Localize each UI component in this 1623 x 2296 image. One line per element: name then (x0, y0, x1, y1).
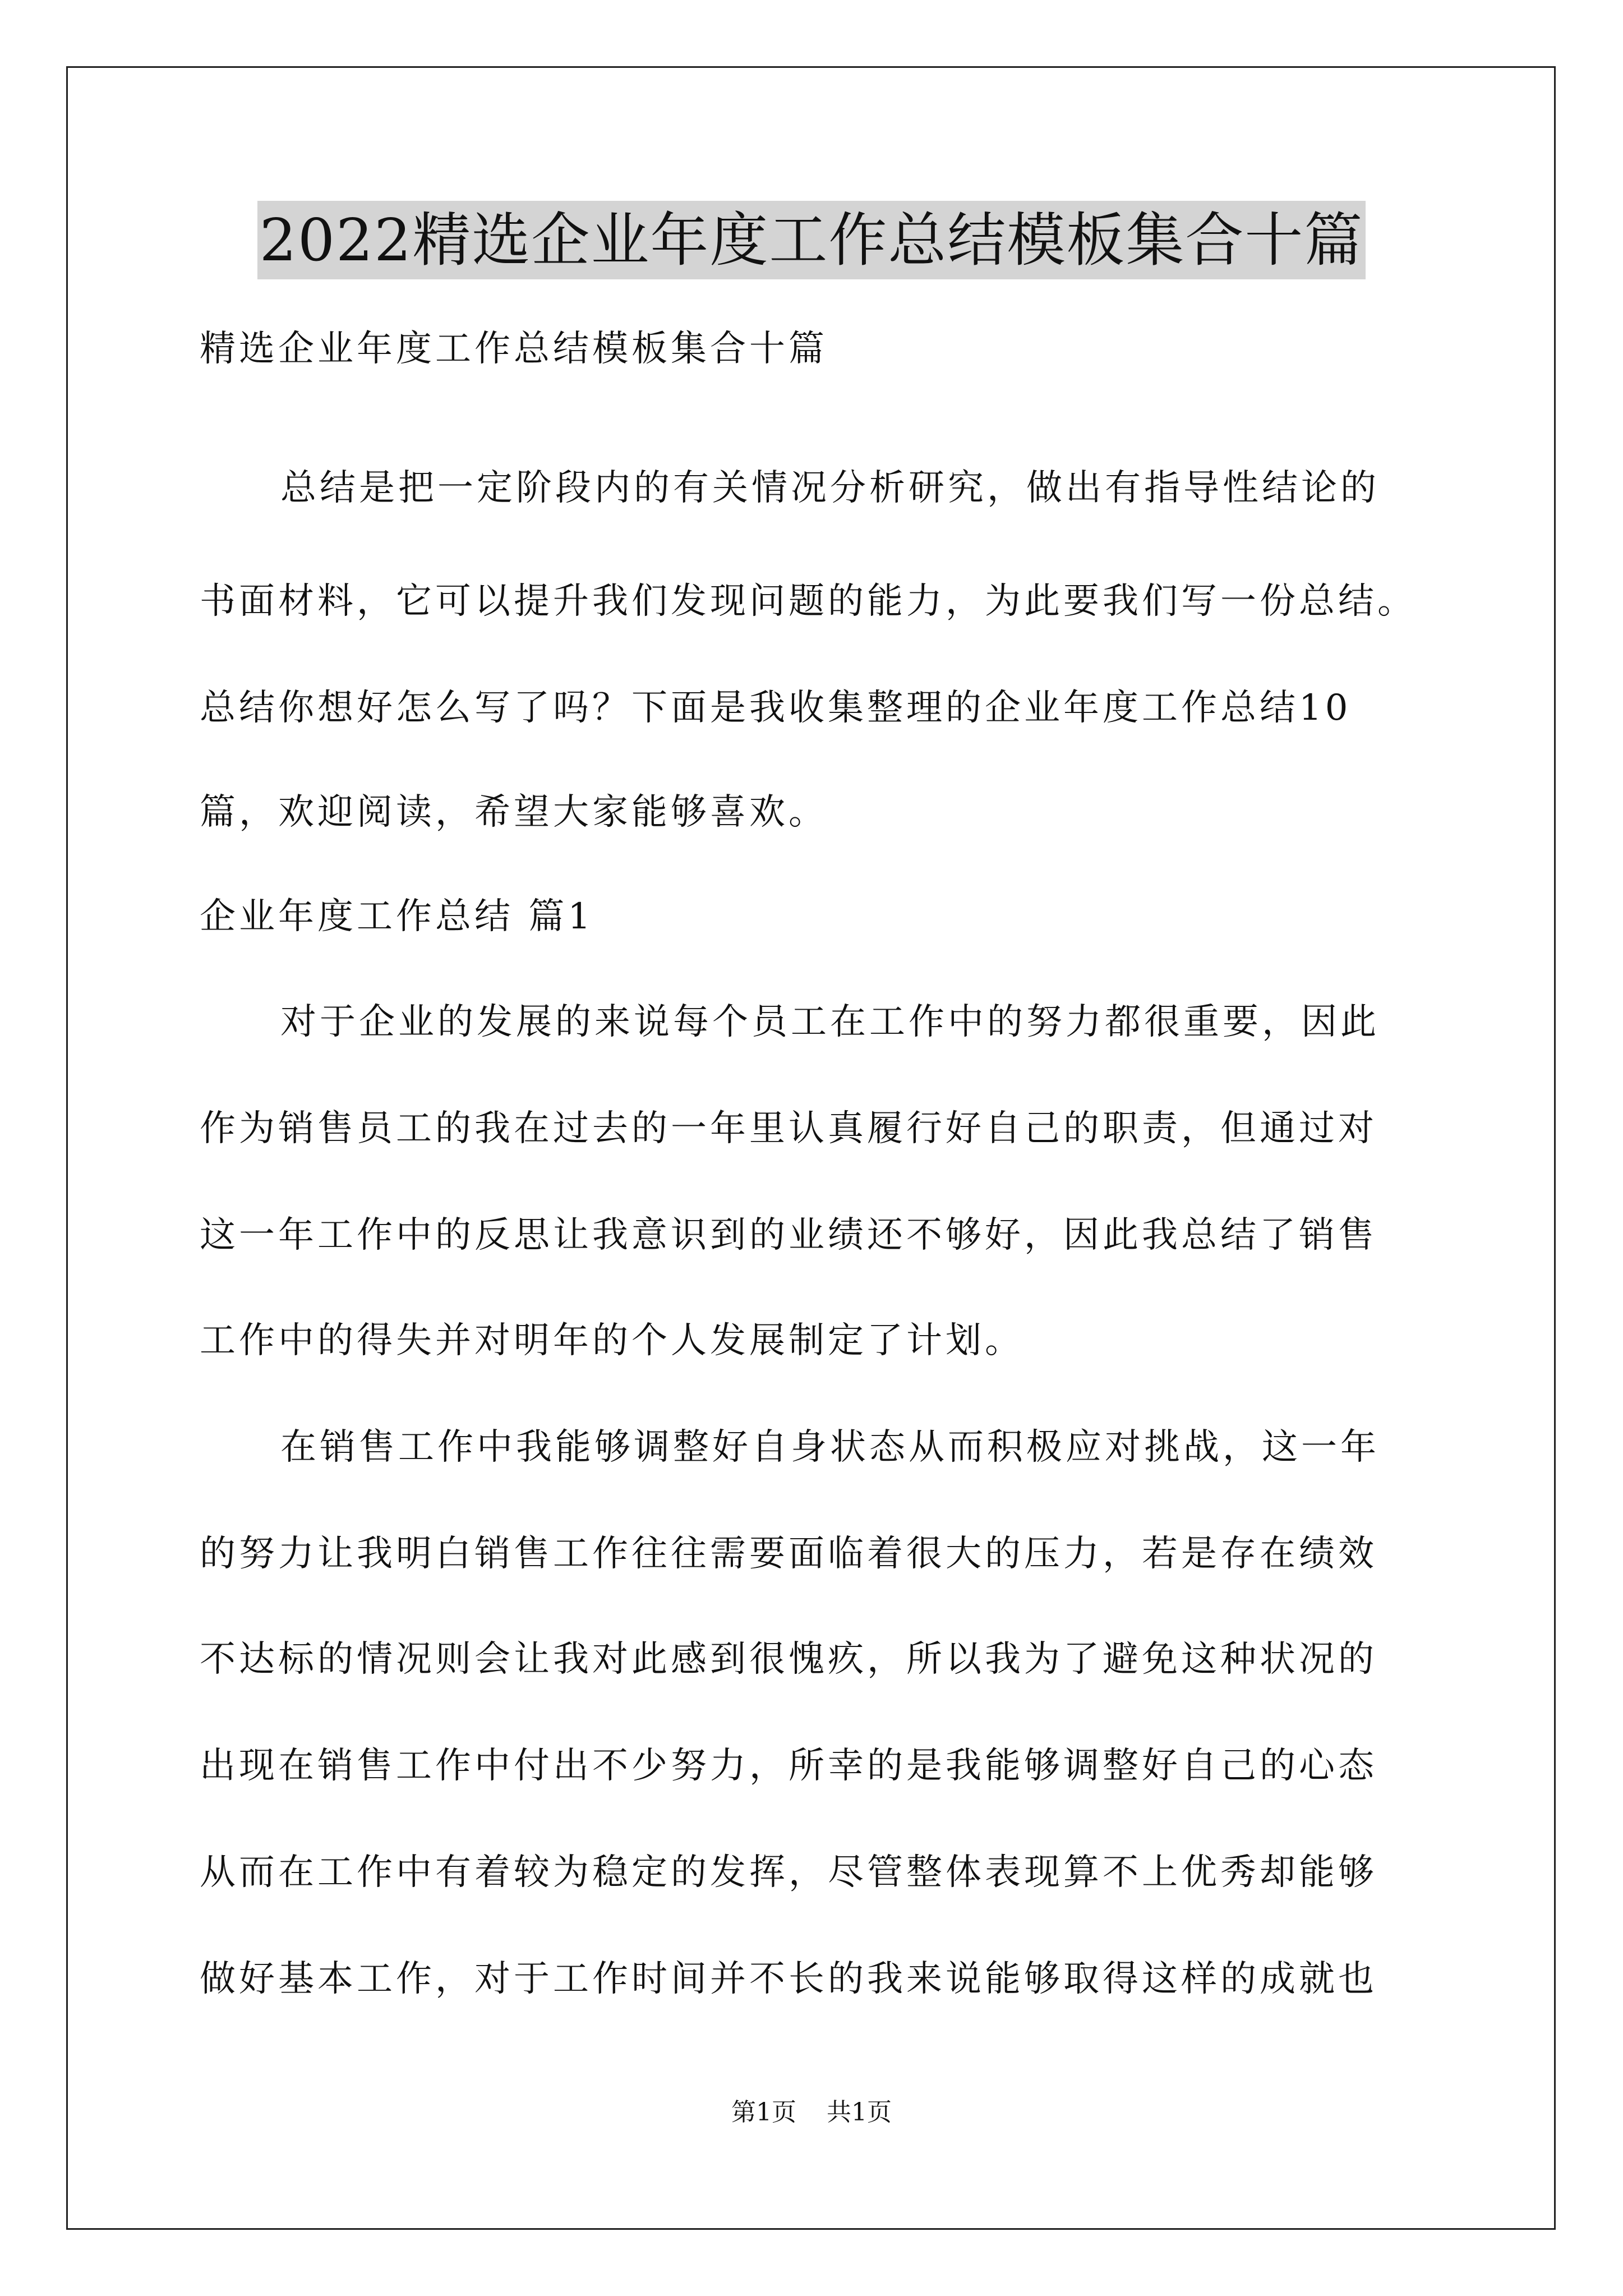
section-heading: 企业年度工作总结 篇1 (200, 896, 594, 937)
page-number-current: 第1页 (731, 2098, 796, 2127)
page-footer (0, 2097, 1623, 2128)
para2-line-3: 不达标的情况则会让我对此感到很愧疚，所以我为了避免这种状况的 (200, 1639, 1377, 1680)
para2-line-1: 在销售工作中我能够调整好自身状态从而积极应对挑战，这一年 (280, 1427, 1380, 1468)
intro-line-3: 总结你想好怎么写了吗？下面是我收集整理的企业年度工作总结10 (200, 687, 1352, 729)
para2-line-6: 做好基本工作，对于工作时间并不长的我来说能够取得这样的成就也 (200, 1958, 1377, 2000)
para1-line-3: 这一年工作中的反思让我意识到的业绩还不够好，因此我总结了销售 (200, 1214, 1377, 1256)
intro-line-1: 总结是把一定阶段内的有关情况分析研究，做出有指导性结论的 (280, 467, 1380, 509)
para2-line-2: 的努力让我明白销售工作往往需要面临着很大的压力，若是存在绩效 (200, 1533, 1377, 1575)
para2-line-5: 从而在工作中有着较为稳定的发挥，尽管整体表现算不上优秀却能够 (200, 1852, 1377, 1893)
intro-line-2: 书面材料，它可以提升我们发现问题的能力，为此要我们写一份总结。 (200, 581, 1417, 622)
page-number-total: 共1页 (827, 2098, 892, 2127)
document-title: 2022精选企业年度工作总结模板集合十篇 (257, 201, 1366, 279)
para2-line-4: 出现在销售工作中付出不少努力，所幸的是我能够调整好自己的心态 (200, 1745, 1377, 1787)
intro-line-4: 篇，欢迎阅读，希望大家能够喜欢。 (200, 792, 828, 833)
para1-line-1: 对于企业的发展的来说每个员工在工作中的努力都很重要，因此 (280, 1001, 1380, 1043)
para1-line-4: 工作中的得失并对明年的个人发展制定了计划。 (200, 1320, 1024, 1361)
title-wrap (0, 201, 1623, 279)
para1-line-2: 作为销售员工的我在过去的一年里认真履行好自己的职责，但通过对 (200, 1108, 1377, 1149)
document-subtitle: 精选企业年度工作总结模板集合十篇 (200, 328, 828, 370)
